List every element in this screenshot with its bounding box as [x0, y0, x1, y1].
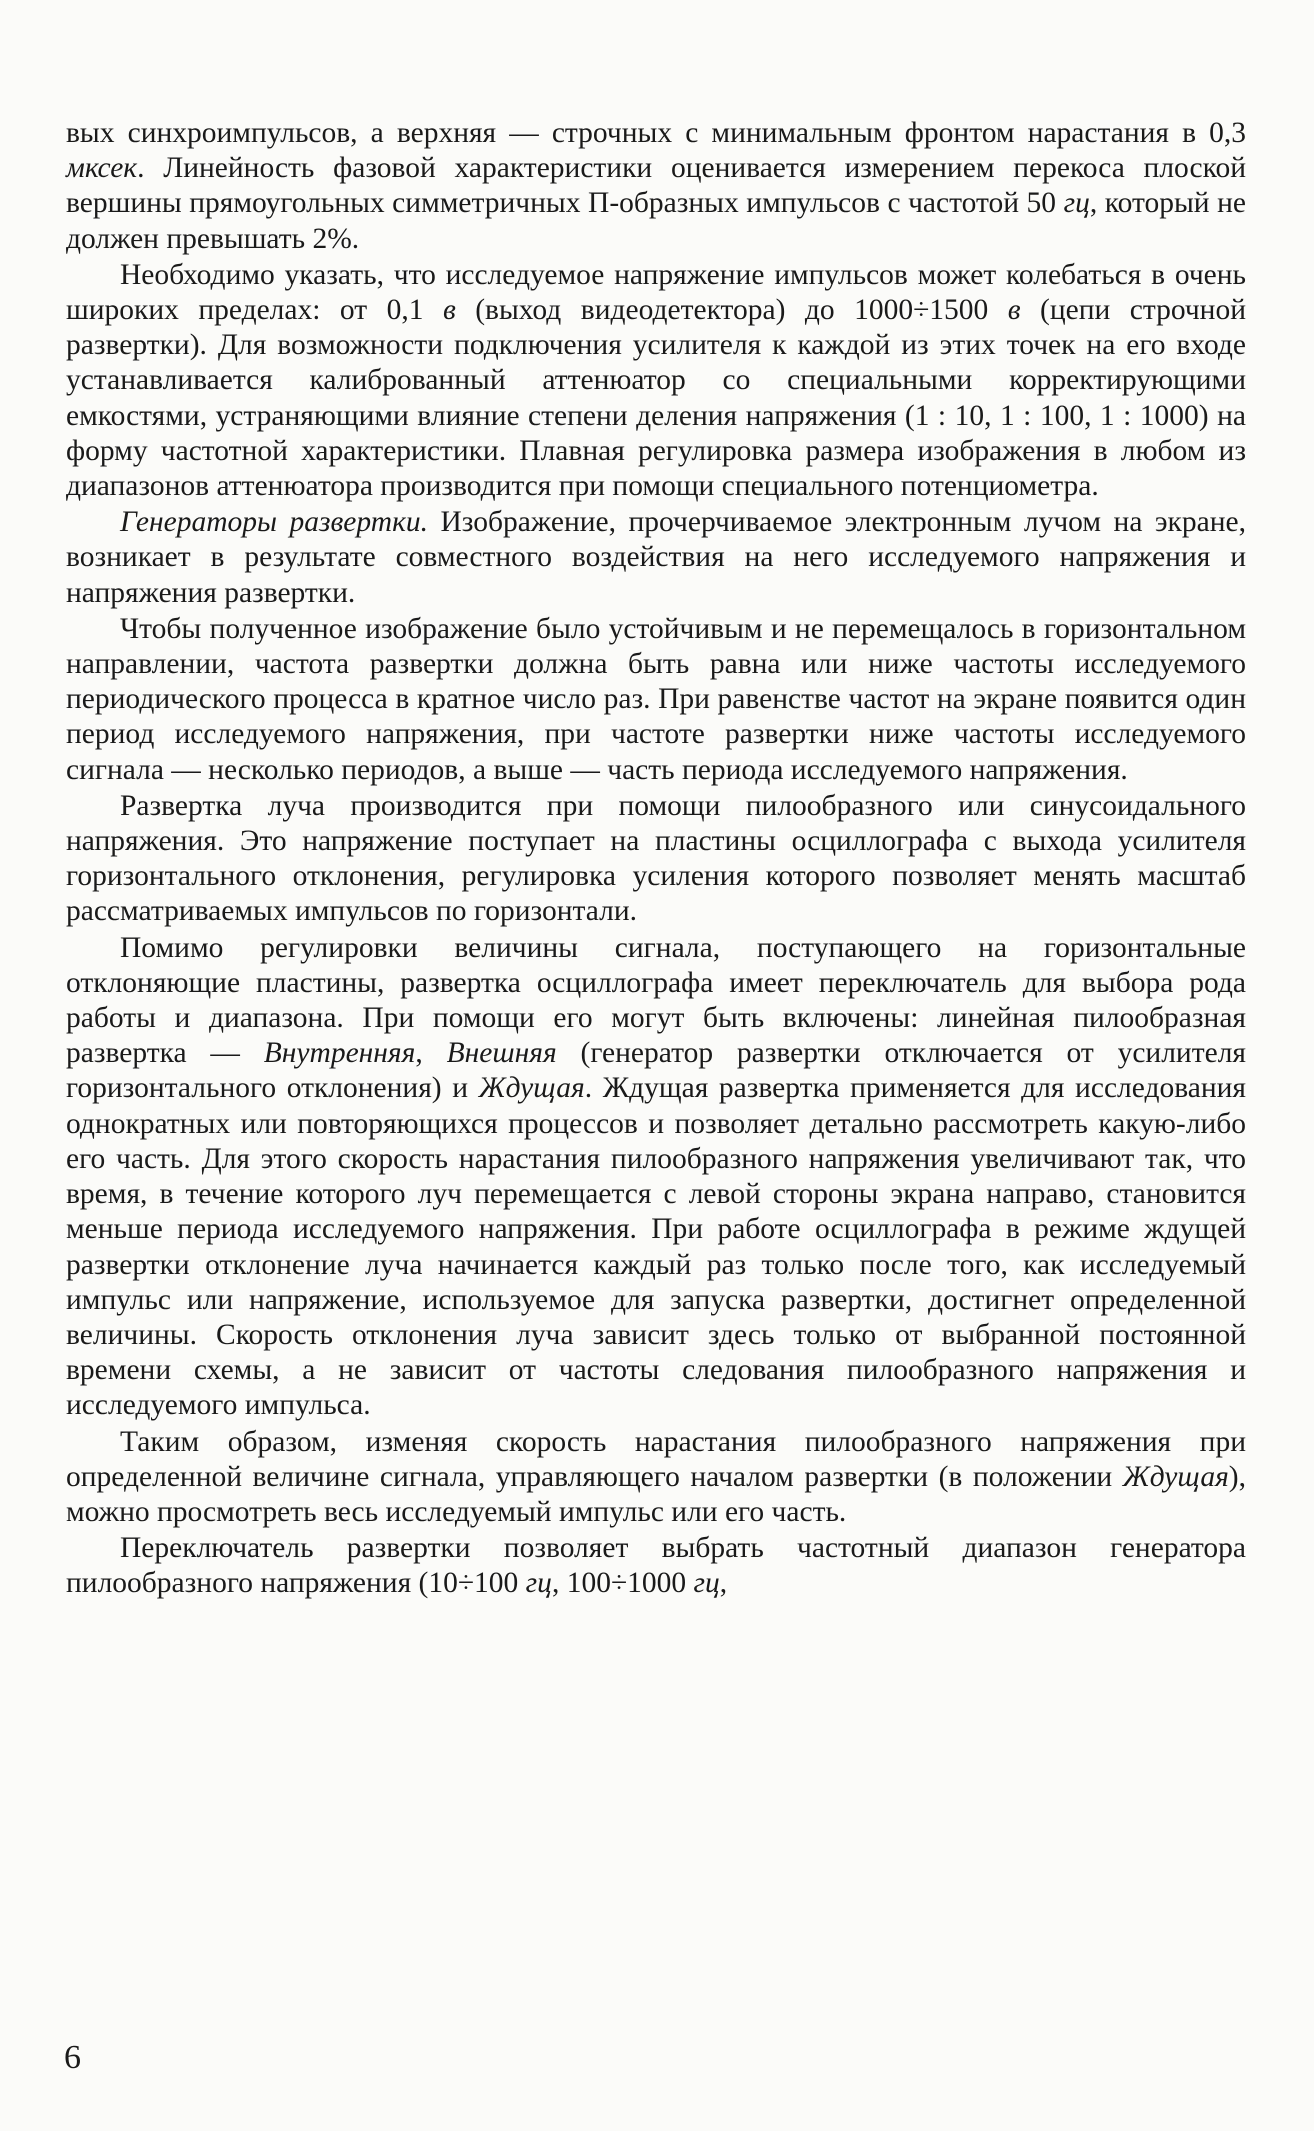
paragraph — [66, 789, 1246, 930]
paragraph — [66, 1425, 1246, 1531]
text-run: Переключатель развертки позволяет выбрать частотный диапазон генератора пилообразного напряжения (10÷100 — [66, 1532, 1246, 1600]
italic-run: Внешняя — [446, 1037, 557, 1070]
text-run: (генератор развертки отключается от усилителя горизонтального отклонения) и — [66, 1037, 1246, 1105]
text-run: , который не должен превышать 2%. — [66, 187, 1246, 255]
paragraph — [66, 931, 1246, 1424]
text-run: Таким образом, изменяя скорость нарастания пилообразного напряжения при определенной величине сигнала, управляющего началом развертки (в положении — [66, 1425, 1246, 1493]
italic-run: в — [1007, 294, 1021, 327]
italic-run: Генераторы развертки. — [120, 506, 428, 539]
text-run: , — [719, 1567, 728, 1600]
text-run: Развертка луча производится при помощи пилообразного или синусоидального напряжения. Это напряжение поступает на пластины осциллографа с выхода усилителя горизонтального отклонения, регулировка усиления которого позволяет менять масштаб рассматриваемых импульсов по горизонтали. — [66, 789, 1246, 928]
paragraph — [66, 116, 1246, 257]
italic-run: Ждущая — [478, 1072, 585, 1105]
text-run: (выход видеодетектора) до 1000÷1500 — [455, 294, 1008, 327]
italic-run: гц — [525, 1567, 552, 1600]
italic-run: Внутренняя — [263, 1037, 416, 1070]
italic-run: гц — [1063, 187, 1090, 220]
text-run: Помимо регулировки величины сигнала, поступающего на горизонтальные отклоняющие пластины, развертка осциллографа имеет переключатель для выбора рода работы и диапазона. При помощи его могут быть включены: линейная пилообразная развертка — — [66, 931, 1246, 1070]
italic-run: в — [442, 294, 456, 327]
text-run: , 100÷1000 — [551, 1567, 694, 1600]
text-run: вых синхроимпульсов, а верхняя — строчных с минимальным фронтом нарастания в 0,3 — [66, 117, 1246, 149]
text-run: (цепи строчной развертки). Для возможности подключения усилителя к каждой из этих точек на его входе устанавливается калиброванный аттенюатор со специальными корректирующими емкостями, устраняющими влияние степени деления напряжения (1 : 10, 1 : 100, 1 : 1000) на форму частотной характеристики. Плавная регулировка размера изображения в любом из диапазонов аттенюатора производится при помощи специального потенциометра. — [66, 294, 1247, 503]
italic-run: гц — [693, 1567, 720, 1600]
body-text — [66, 116, 1246, 1603]
paragraph — [66, 258, 1246, 504]
text-run: Изображение, прочерчиваемое электронным лучом на экране, возникает в результате совместного воздействия на него исследуемого напряжения и напряжения развертки. — [66, 506, 1246, 609]
italic-run: мксек — [66, 152, 138, 185]
paragraph — [66, 612, 1246, 788]
paragraph — [66, 505, 1246, 611]
text-run: Необходимо указать, что исследуемое напряжение импульсов может колебаться в очень широких пределах: от 0,1 — [66, 258, 1246, 327]
text-run: . Линейность фазовой характеристики оценивается измерением перекоса плоской вершины прямоугольных симметричных П-образных импульсов с частотой 50 — [66, 152, 1246, 220]
text-run: . Ждущая развертка применяется для исследования однократных или повторяющихся процессов и позволяет детально рассмотреть какую-либо его часть. Для этого скорость нарастания пилообразного напряжения увеличивают так, что время, в течение которого луч перемещается с левой стороны экрана направо, становится меньше периода исследуемого напряжения. При работе осциллографа в режиме ждущей развертки отклонение луча начинается каждый раз только после того, как исследуемый импульс или напряжение, используемое для запуска развертки, достигнет определенной величины. Скорость отклонения луча зависит здесь только от выбранной постоянной времени схемы, а не зависит от частоты следования пилообразного напряжения и исследуемого импульса. — [66, 1072, 1246, 1422]
text-run: ), можно просмотреть весь исследуемый импульс или его часть. — [66, 1460, 1246, 1528]
text-run: , — [415, 1037, 447, 1070]
paragraph — [66, 1531, 1246, 1601]
text-run: Чтобы полученное изображение было устойчивым и не перемещалось в горизонтальном направлении, частота развертки должна быть равна или ниже частоты исследуемого периодического процесса в кратное число раз. При равенстве частот на экране появится один период исследуемого напряжения, при частоте развертки ниже частоты исследуемого сигнала — несколько периодов, а выше — часть периода исследуемого напряжения. — [66, 612, 1246, 786]
italic-run: Ждущая — [1122, 1460, 1229, 1493]
page-number: 6 — [64, 2039, 81, 2076]
